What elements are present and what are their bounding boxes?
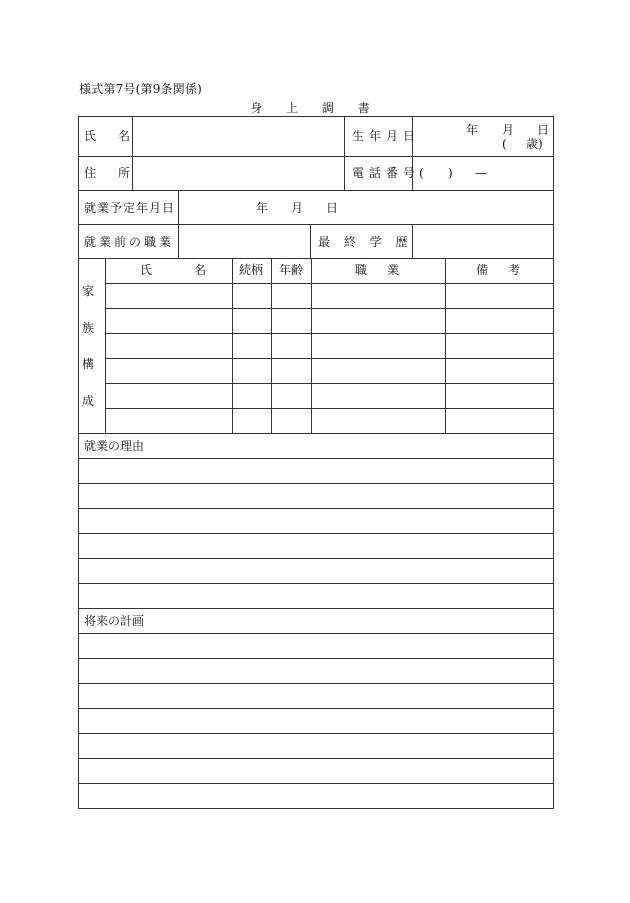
address-field[interactable] <box>133 157 344 190</box>
reason-field[interactable] <box>79 459 552 608</box>
age-unit: 歳) <box>526 137 543 151</box>
start-month-unit: 月 <box>291 201 304 215</box>
start-date-field[interactable] <box>179 191 552 224</box>
prior-occupation-label: 就業前の職業 <box>84 235 175 249</box>
family-header-relation: 続柄 <box>239 263 264 277</box>
prior-occupation-field[interactable] <box>179 225 310 258</box>
name-field[interactable] <box>133 117 344 156</box>
family-header-remarks: 備 考 <box>476 263 525 277</box>
family-char: 成 <box>81 394 94 409</box>
family-char: 家 <box>81 283 94 298</box>
start-date-label: 就業予定年月日 <box>84 201 176 215</box>
education-label: 最 終 学 歴 <box>318 235 413 249</box>
plan-label: 将来の計画 <box>84 614 145 628</box>
col-divider <box>310 224 311 258</box>
family-char: 構 <box>81 357 94 372</box>
age-open-paren: ( <box>502 137 507 151</box>
family-char: 族 <box>81 320 94 335</box>
start-day-unit: 日 <box>326 201 339 215</box>
phone-close-paren: ) <box>448 166 453 180</box>
document-title: 身 上 調 書 <box>250 101 380 115</box>
col-divider <box>344 116 345 190</box>
family-header-name: 氏 名 <box>140 263 213 277</box>
birth-day-unit: 日 <box>537 123 550 137</box>
phone-open-paren: ( <box>419 166 424 180</box>
start-year-unit: 年 <box>256 201 269 215</box>
name-label: 氏 名 <box>84 129 136 143</box>
address-label: 住 所 <box>84 166 136 180</box>
family-header-occupation: 職 業 <box>355 263 404 277</box>
row-divider <box>78 433 553 434</box>
family-table-body[interactable] <box>106 284 552 433</box>
family-header-age: 年齢 <box>279 263 304 277</box>
reason-label: 就業の理由 <box>84 439 145 453</box>
plan-field[interactable] <box>79 634 552 807</box>
phone-label: 電話番号 <box>352 166 421 180</box>
row-divider <box>78 608 553 609</box>
phone-dash: — <box>475 166 487 180</box>
birth-year-unit: 年 <box>466 123 479 137</box>
birth-date-label: 生年月日 <box>352 129 421 143</box>
form-number: 様式第7号(第9条関係) <box>79 82 203 96</box>
birth-month-unit: 月 <box>502 123 515 137</box>
education-field[interactable] <box>413 225 552 258</box>
family-section-label <box>78 258 98 433</box>
row-divider <box>78 258 553 259</box>
